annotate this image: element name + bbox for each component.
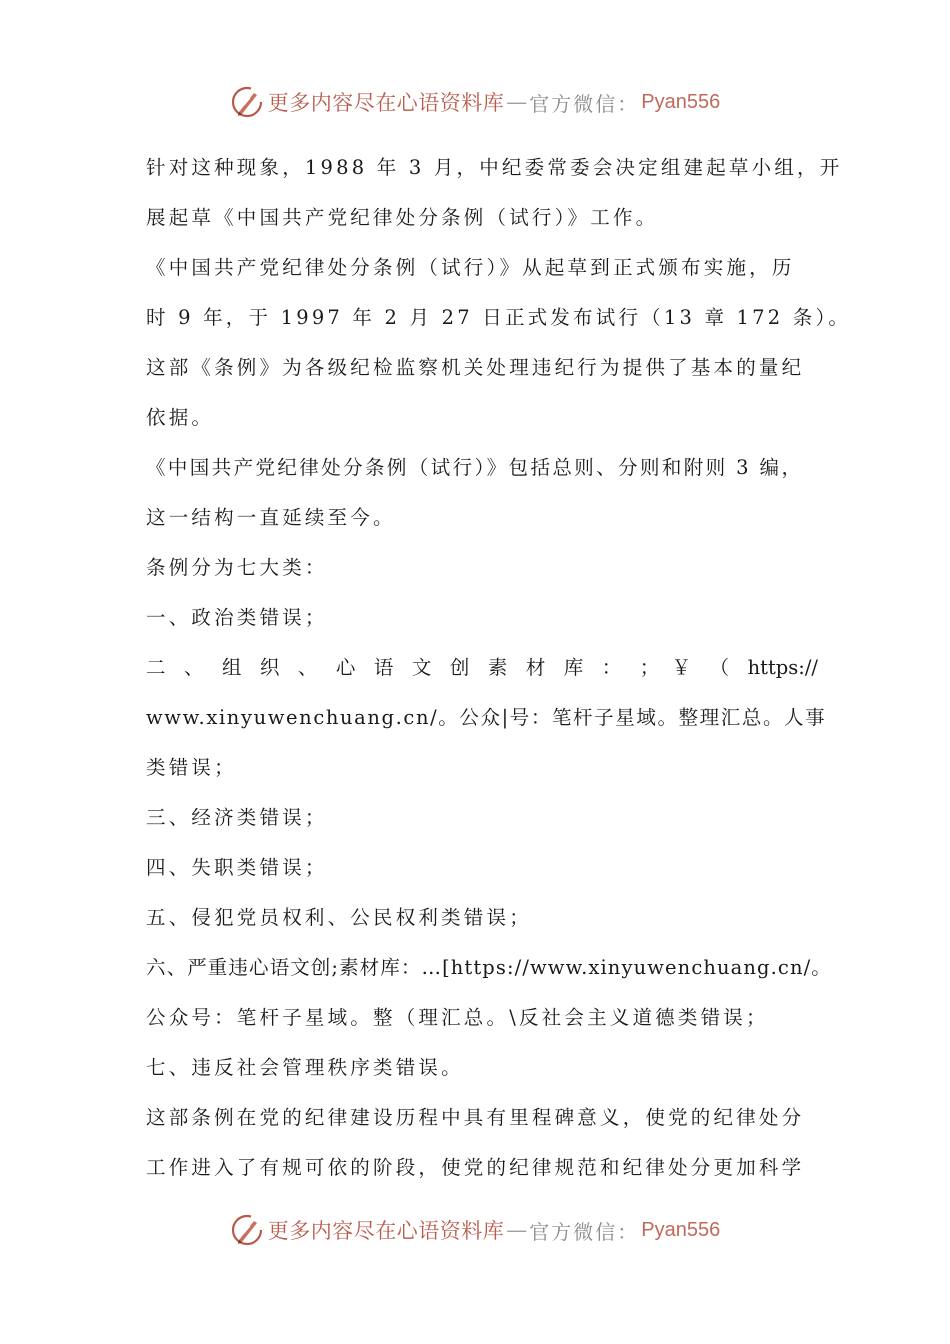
list-item-7: 七、违反社会管理秩序类错误。 <box>146 1056 464 1079</box>
list-item-2-part-2: www.xinyuwenchuang.cn/。公众|号：笔杆子星域。整理汇总。人事 <box>146 706 827 729</box>
body-line-7: 《中国共产党纪律处分条例（试行）》包括总则、分则和附则 3 编， <box>146 456 804 479</box>
header-brand-text: 更多内容尽在心语资料库 <box>267 91 505 115</box>
body-line-8: 这一结构一直延续至今。 <box>146 506 396 529</box>
header-official-label: 官方微信： <box>529 91 640 116</box>
body-line-4: 时 9 年，于 1997 年 2 月 27 日正式发布试行（13 章 172 条）。 <box>146 306 852 329</box>
footer-banner <box>0 1208 950 1252</box>
body-line-3: 《中国共产党纪律处分条例（试行）》从起草到正式颁布实施，历 <box>146 256 795 279</box>
list-item-6-part-2: 公众号：笔杆子星域。整（理汇总。\反社会主义道德类错误； <box>146 1006 769 1029</box>
list-item-2-part-1: 二 、 组 织 、 心 语 文 创 素 材 库 ： ； ￥ （ https:// <box>146 656 818 679</box>
body-line-9: 条例分为七大类： <box>146 556 328 579</box>
list-item-6-part-1: 六、严重违心语文创;素材库：…[https://www.xinyuwenchuang.cn/。 <box>146 956 832 979</box>
list-item-3: 三、经济类错误； <box>146 806 328 829</box>
list-item-5: 五、侵犯党员权利、公民权利类错误； <box>146 906 532 929</box>
footer-official-label: 官方微信： <box>529 1219 640 1244</box>
list-item-2-part-3: 类错误； <box>146 756 237 779</box>
header-banner <box>0 80 950 124</box>
body-line-2: 展起草《中国共产党纪律处分条例（试行）》工作。 <box>146 206 659 229</box>
footer-dash: — <box>506 1218 528 1242</box>
header-dash: — <box>506 90 528 114</box>
body-line-20: 这部条例在党的纪律建设历程中具有里程碑意义，使党的纪律处分 <box>146 1106 805 1129</box>
list-item-1: 一、政治类错误； <box>146 606 328 629</box>
document-body <box>146 148 852 1198</box>
footer-brand-text: 更多内容尽在心语资料库 <box>267 1219 505 1243</box>
body-line-1: 针对这种现象，1988 年 3 月，中纪委常委会决定组建起草小组，开 <box>146 156 843 179</box>
body-line-5: 这部《条例》为各级纪检监察机关处理违纪行为提供了基本的量纪 <box>146 356 805 379</box>
body-line-6: 依据。 <box>146 406 215 429</box>
pen-logo-icon <box>230 85 264 119</box>
header-wechat-id: Pyan556 <box>641 90 721 113</box>
footer-wechat-id: Pyan556 <box>641 1218 721 1241</box>
body-line-21: 工作进入了有规可依的阶段，使党的纪律规范和纪律处分更加科学 <box>146 1156 805 1179</box>
pen-logo-icon <box>230 1213 264 1247</box>
list-item-4: 四、失职类错误； <box>146 856 328 879</box>
